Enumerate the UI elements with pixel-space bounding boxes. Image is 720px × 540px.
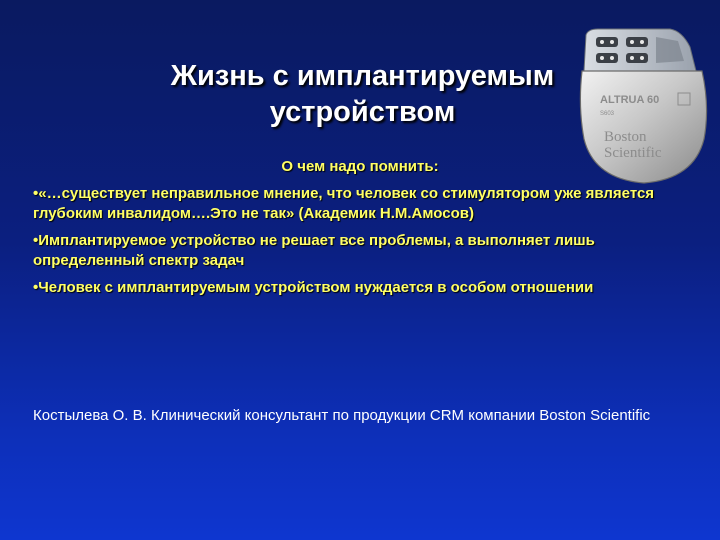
- title-line-2: устройством: [269, 96, 456, 128]
- device-brand-line1: Boston: [604, 129, 647, 145]
- bullet-item: •Человек с имплантируемым устройством нуждается в особом отношении: [33, 279, 594, 296]
- device-brand-line2: Scientific: [604, 145, 662, 161]
- svg-text:S603: S603: [600, 111, 615, 117]
- title-line-1: Жизнь с имплантируемым: [170, 60, 555, 92]
- device-model-text: ALTRUA 60: [600, 94, 660, 106]
- author-credit: Костылева О. В. Клинический консультант по продукции CRM компании Boston Scientific: [33, 407, 651, 424]
- bullet-item: •Имплантируемое устройство не решает все проблемы, а выполняет лишь определенный спектр задач: [33, 232, 595, 269]
- bullet-list: [33, 184, 708, 305]
- bullet-item: •«…существует неправильное мнение, что человек со стимулятором уже является глубоким инвалидом….Это не так» (Академик Н.М.Амосов): [33, 185, 655, 222]
- slide-title: [140, 58, 585, 130]
- slide-subtitle: О чем надо помнить:: [281, 158, 439, 175]
